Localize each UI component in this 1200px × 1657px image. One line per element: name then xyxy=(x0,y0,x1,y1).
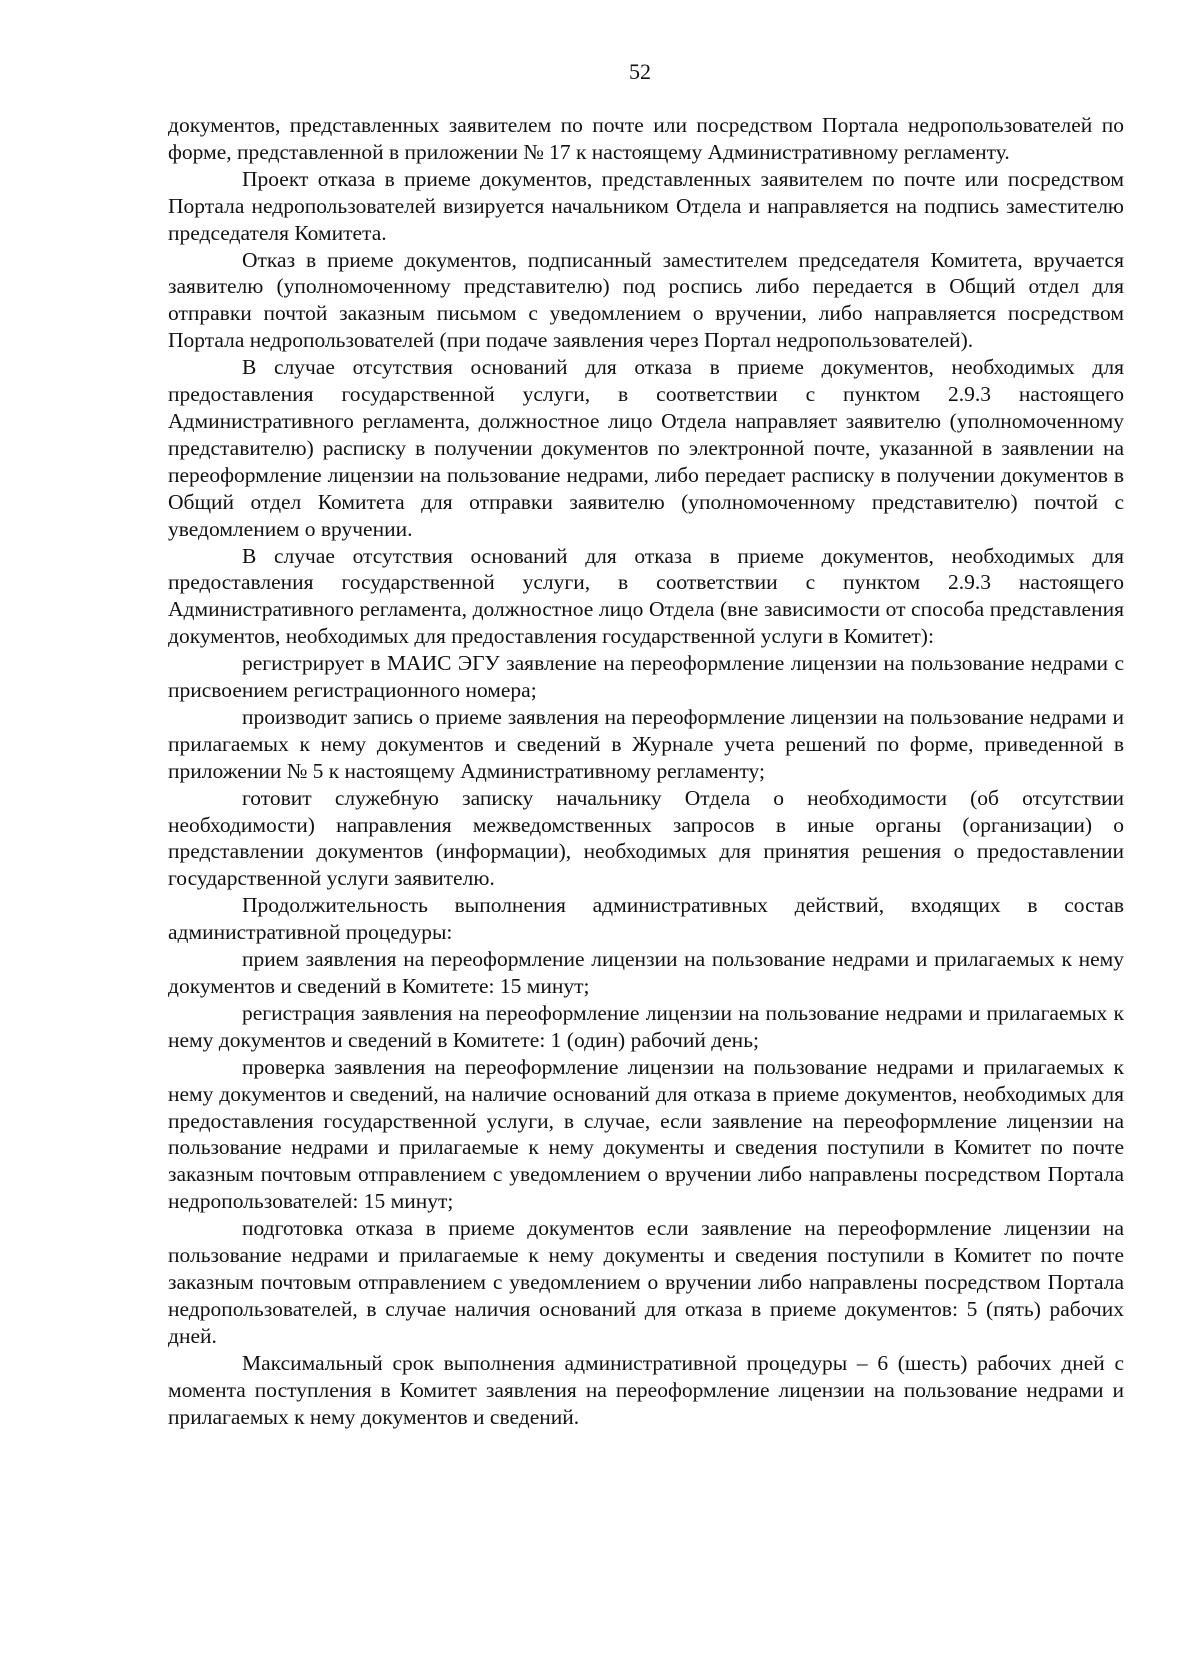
document-body xyxy=(168,112,1124,1430)
paragraph-registration-intro: В случае отсутствия оснований для отказа в приеме документов, необходимых для предоставления государственной услуги, в соответствии с пунктом 2.9.3 настоящего Административного регламента, должностное лицо Отдела (вне зависимости от способа представления документов, необходимых для предоставления государственной услуги в Комитет): xyxy=(168,543,1124,649)
list-item-refusal-duration: подготовка отказа в приеме документов если заявление на переоформление лицензии на пользование недрами и прилагаемые к нему документы и сведения поступили в Комитет по почте заказным почтовым отправлением с уведомлением о вручении либо направлены посредством Портала недропользователей, в случае наличия оснований для отказа в приеме документов: 5 (пять) рабочих дней. xyxy=(168,1216,1124,1348)
paragraph-duration-intro: Продолжительность выполнения административных действий, входящих в состав административной процедуры: xyxy=(168,893,1124,945)
list-item-registers: регистрирует в МАИС ЭГУ заявление на переоформление лицензии на пользование недрами с присвоением регистрационного номера; xyxy=(168,651,1124,703)
page-number: 52 xyxy=(629,59,651,84)
list-item-registration-duration: регистрация заявления на переоформление лицензии на пользование недрами и прилагаемых к нему документов и сведений в Комитете: 1 (один) рабочий день; xyxy=(168,1000,1124,1052)
list-item-check-duration: проверка заявления на переоформление лицензии на пользование недрами и прилагаемых к нему документов и сведений, на наличие оснований для отказа в приеме документов, необходимых для предоставления государственной услуги, в случае, если заявление на переоформление лицензии на пользование недрами и прилагаемые к нему документы и сведения поступили в Комитет по почте заказным почтовым отправлением с уведомлением о вручении либо направлены посредством Портала недропользователей: 15 минут; xyxy=(168,1054,1124,1214)
paragraph-continuation: документов, представленных заявителем по почте или посредством Портала недропользователей по форме, представленной в приложении № 17 к настоящему Административному регламенту. xyxy=(168,113,1124,164)
paragraph-refusal-delivery: Отказ в приеме документов, подписанный заместителем председателя Комитета, вручается заявителю (уполномоченному представителю) под роспись либо передается в Общий отдел для отправки почтой заказным письмом с уведомлением о вручении, либо направляется посредством Портала недропользователей (при подаче заявления через Портал недропользователей). xyxy=(168,247,1124,353)
paragraph-refusal-draft: Проект отказа в приеме документов, представленных заявителем по почте или посредством Портала недропользователей визируется начальником Отдела и направляется на подпись заместителю председателя Комитета. xyxy=(168,166,1124,245)
list-item-memo: готовит служебную записку начальнику Отдела о необходимости (об отсутствии необходимости) направления межведомственных запросов в иные органы (организации) о представлении документов (информации), необходимых для принятия решения о предоставлении государственной услуги заявителю. xyxy=(168,785,1124,891)
paragraph-max-duration: Максимальный срок выполнения административной процедуры – 6 (шесть) рабочих дней с момента поступления в Комитет заявления на переоформление лицензии на пользование недрами и прилагаемых к нему документов и сведений. xyxy=(168,1350,1124,1429)
list-item-journal-record: производит запись о приеме заявления на переоформление лицензии на пользование недрами и прилагаемых к нему документов и сведений в Журнале учета решений по форме, приведенной в приложении № 5 к настоящему Административному регламенту; xyxy=(168,704,1124,783)
list-item-reception-duration: прием заявления на переоформление лицензии на пользование недрами и прилагаемых к нему документов и сведений в Комитете: 15 минут; xyxy=(168,947,1124,998)
paragraph-receipt: В случае отсутствия оснований для отказа в приеме документов, необходимых для предоставления государственной услуги, в соответствии с пунктом 2.9.3 настоящего Административного регламента, должностное лицо Отдела направляет заявителю (уполномоченному представителю) расписку в получении документов по электронной почте, указанной в заявлении на переоформление лицензии на пользование недрами, либо передает расписку в получении документов в Общий отдел Комитета для отправки заявителю (уполномоченному представителю) почтой с уведомлением о вручении. xyxy=(168,355,1124,541)
